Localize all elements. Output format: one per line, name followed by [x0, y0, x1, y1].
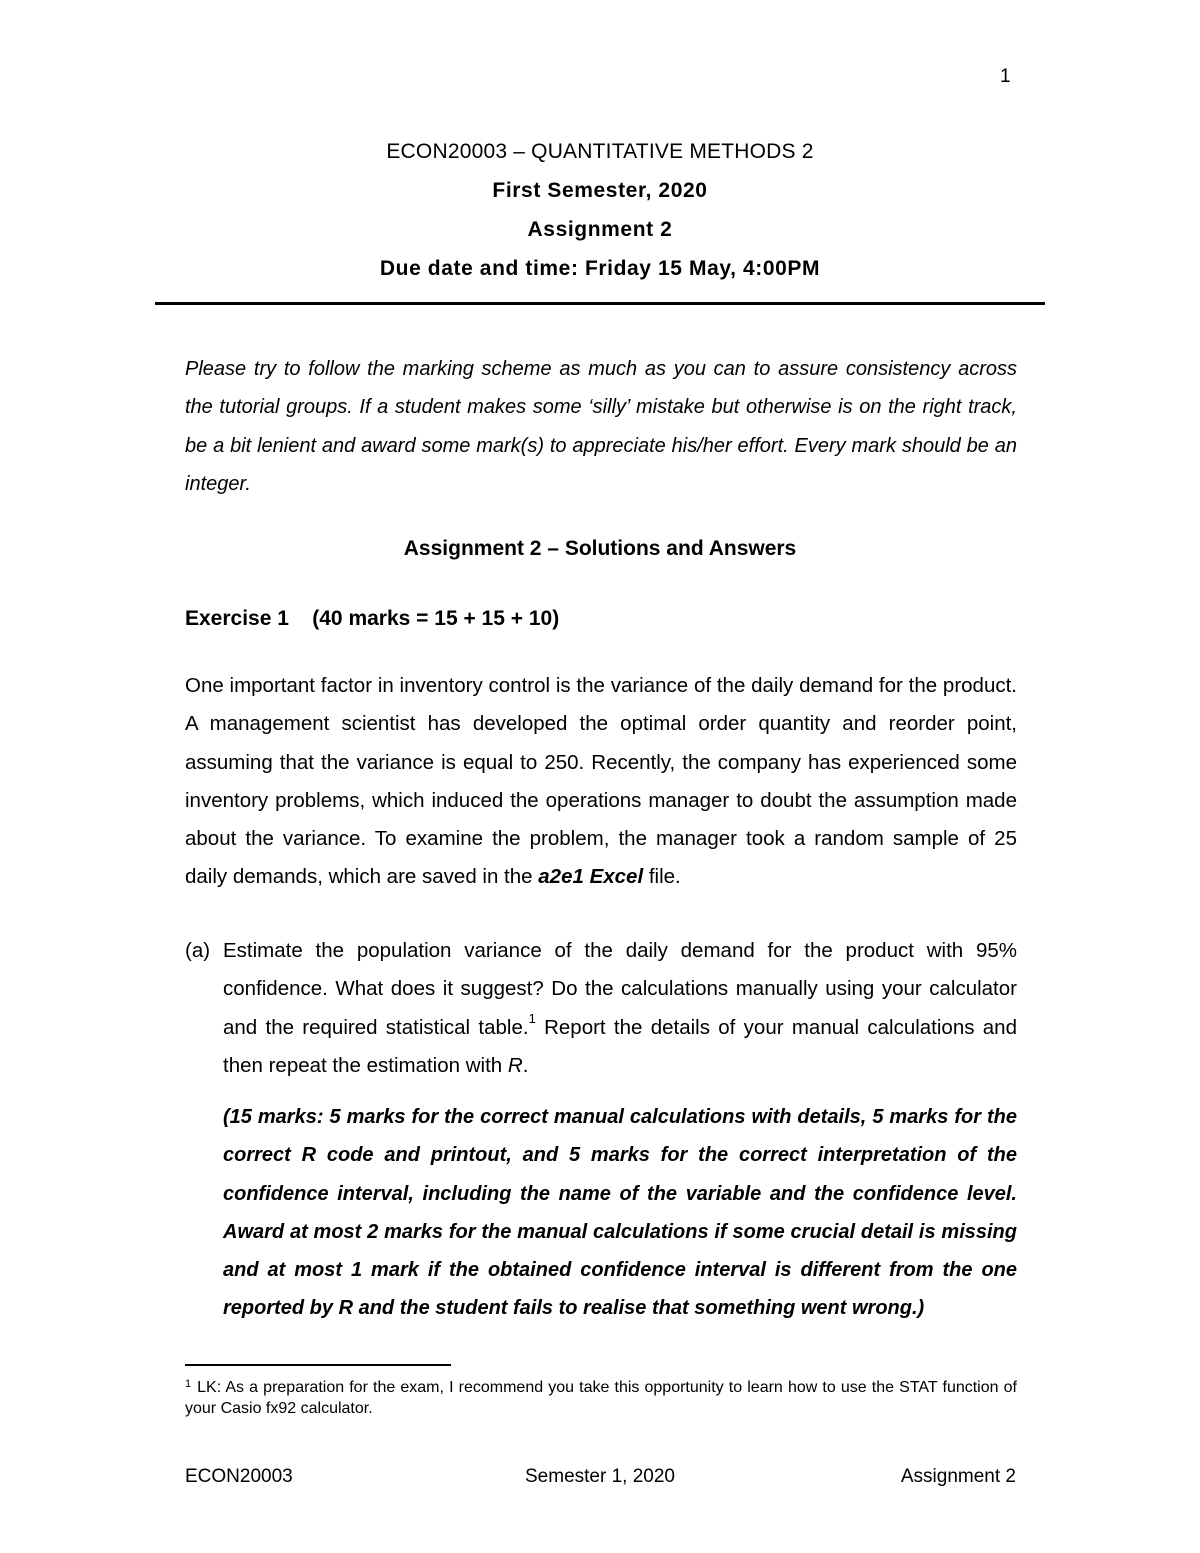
part-a — [185, 932, 1017, 1085]
excel-file-reference: a2e1 Excel — [538, 865, 644, 889]
exercise-1-text: One important factor in inventory control is the variance of the daily demand for the product. A management scientist has developed the optimal order quantity and reorder point, assuming that the variance is equal to 250. Recently, the company has experienced some inventory problems, which induced the operations manager to doubt the assumption made about the variance. To examine the problem, the manager took a random sample of 25 daily demands, which are saved in the — [185, 674, 1017, 889]
footer-semester: Semester 1, 2020 — [525, 1466, 675, 1487]
footnote-reference: 1 — [528, 1010, 536, 1026]
footer-assignment: Assignment 2 — [900, 1466, 1016, 1487]
r-reference: R — [507, 1053, 523, 1077]
semester-line: First Semester, 2020 — [492, 179, 708, 202]
part-a-text-1: Estimate the population variance of the daily demand for the product with 95% confidence. What does it suggest? Do the calculations manually using your calculator and the required statistical table. — [223, 939, 1017, 1039]
footnote-text: LK: As a preparation for the exam, I recommend you take this opportunity to learn how to use the STAT function of your Casio fx92 calculator. — [185, 1379, 1017, 1417]
footer-course-code: ECON20003 — [185, 1466, 293, 1487]
part-a-text-2: Report the details of your manual calculations and then repeat the estimation with — [223, 1015, 1017, 1077]
exercise-1-body — [185, 667, 1017, 897]
course-title: ECON20003 – QUANTITATIVE METHODS 2 — [386, 140, 814, 163]
exercise-1-text-end: file. — [643, 865, 681, 889]
solutions-heading: Assignment 2 – Solutions and Answers — [403, 537, 797, 560]
title-block — [0, 132, 1200, 288]
page-number: 1 — [1000, 66, 1011, 87]
assignment-line: Assignment 2 — [527, 218, 673, 241]
part-a-marking-scheme: (15 marks: 5 marks for the correct manual calculations with details, 5 marks for the correct R code and printout, and 5 marks for the correct interpretation of the confidence interval, including the name of the variable and the confidence level. Award at most 2 marks for the manual calculations if some crucial detail is missing and at most 1 mark if the obtained confidence interval is different from the one reported by R and the student fails to realise that something went wrong.) — [223, 1106, 1017, 1320]
title-divider — [155, 302, 1045, 305]
part-a-text — [223, 932, 1017, 1085]
marking-note: Please try to follow the marking scheme as much as you can to assure consistency across the tutorial groups. If a student makes some ‘silly’ mistake but otherwise is on the right track, be a bit lenient and award some mark(s) to appreciate his/her effort. Every mark should be an integer. — [185, 358, 1017, 495]
footnote — [185, 1377, 1017, 1419]
exercise-1-heading: Exercise 1 (40 marks = 15 + 15 + 10) — [185, 607, 560, 630]
footnote-divider — [185, 1364, 451, 1366]
due-date-line: Due date and time: Friday 15 May, 4:00PM — [379, 257, 821, 280]
part-a-text-end: . — [522, 1053, 529, 1077]
footnote-mark: 1 — [185, 1378, 192, 1390]
part-a-label: (a) — [185, 939, 211, 962]
